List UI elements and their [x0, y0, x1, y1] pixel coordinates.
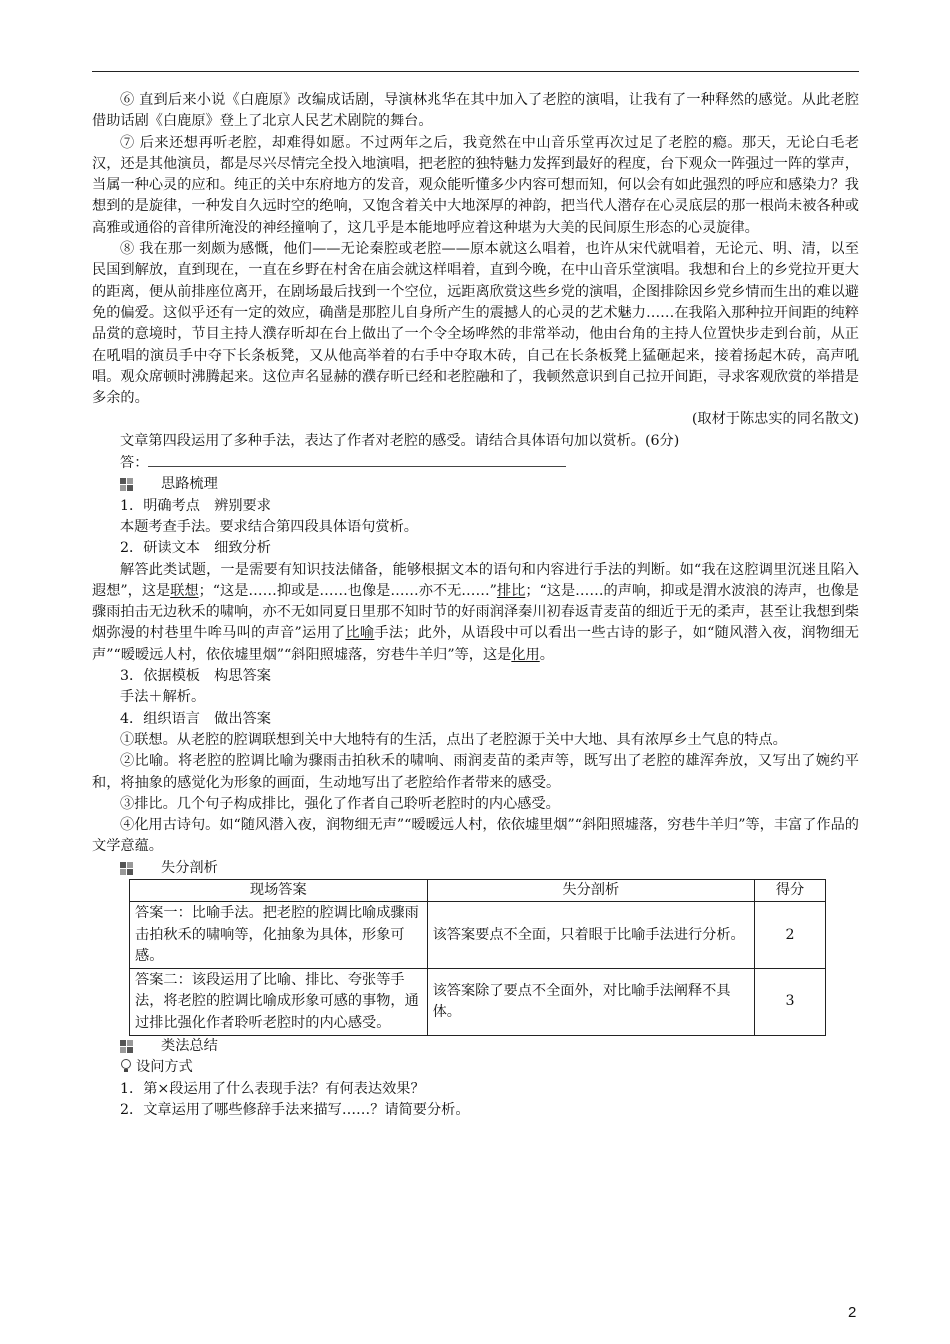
table-cell-analysis: 该答案除了要点不全面外，对比喻手法阐释不具体。	[427, 969, 755, 1036]
table-header: 现场答案	[130, 879, 428, 901]
answer-blank[interactable]	[148, 452, 566, 467]
table-header: 得分	[755, 879, 826, 901]
lightbulb-icon	[120, 1059, 132, 1073]
answer-point-1: ①联想。从老腔的腔调联想到关中大地特有的生活，点出了老腔源于关中大地、具有浓厚乡土气息的特点。	[120, 731, 787, 748]
tip-title	[92, 1057, 859, 1078]
step-2-text-part: ；“这是……抑或是……也像是……亦不无……”	[198, 582, 497, 599]
step-3-title: 3．依据模板 构思答案	[120, 668, 271, 685]
table-header-row	[130, 879, 826, 901]
page-number: 2	[848, 1304, 857, 1321]
paragraph-8: ⑧ 我在那一刻颇为感慨，他们——无论秦腔或老腔——原本就这么唱着，也许从宋代就唱着，无论元、明、清，以至民国到解放，直到现在，一直在乡野在村舍在庙会就这样唱着，直到今晚，在中山音乐堂演唱。我想和台上的乡党拉开更大的距离，便从前排座位离开，在剧场最后找到一个空位，远距离欣赏这些乡党的演唱，企图排除因乡党乡情而生出的难以避免的偏爱。这似乎还有一定的效应，确凿是那腔儿自身所产生的震撼人的心灵的艺术魅力……在我陷入那种拉开间距的纯粹品赏的意境时，节目主持人濮存昕却在台上做出了一个令全场哗然的非常举动，他由台角的主持人位置快步走到台前，从正在吼唱的演员手中夺下长条板凳，又从他高举着的右手中夺取木砖，自己在长条板凳上猛砸起来，接着扬起木砖，高声吼唱。观众席顿时沸腾起来。这位声名显赫的濮存昕已经和老腔融和了，我顿然意识到自己拉开间距，寻求客观欣赏的举措是多余的。	[92, 241, 859, 407]
source-note: (取材于陈忠实的同名散文)	[691, 411, 859, 428]
underlined-term: 联想	[170, 582, 199, 599]
table-cell-analysis: 该答案要点不全面，只着眼于比喻手法进行分析。	[427, 902, 755, 969]
step-2-title: 2．研读文本 细致分析	[120, 540, 271, 557]
step-1-title: 1．明确考点 辨别要求	[120, 497, 271, 514]
tip-title-text: 设问方式	[136, 1059, 193, 1076]
section-header-loss-analysis	[120, 858, 859, 879]
step-2-text-part: ；“这是……的声响，抑或是渭水波浪的涛声，也像是骤雨拍击无边秋禾的啸响，亦不无如同夏日里那不知时节的好雨润泽秦川初春返青麦苗的细近于无的柔声，甚至让我想到柴烟弥漫的村巷里牛哞马叫的声音”运用了	[92, 582, 859, 642]
section-header-summary	[120, 1036, 859, 1057]
paragraph-7: ⑦ 后来还想再听老腔，却难得如愿。不过两年之后，我竟然在中山音乐堂再次过足了老腔的瘾。那天，无论白毛老汉，还是其他演员，都是尽兴尽情完全投入地演唱，把老腔的独特魅力发挥到最好的程度，台下观众一阵强过一阵的掌声，当属一种心灵的应和。纯正的关中东府地方的发音，观众能听懂多少内容可想而知，何以会有如此强烈的呼应和感染力？我想到的是旋律，一种发自久远时空的绝响，又饱含着关中大地深厚的神韵，把当代人潜存在心灵底层的那一根尚未被各种或高雅或通俗的音律所淹没的神经撞响了，这几乎是本能地呼应着这种堪为大美的民间原生形态的心灵旋律。	[92, 134, 859, 236]
grid-square-icon	[120, 478, 133, 491]
step-1-text: 本题考查手法。要求结合第四段具体语句赏析。	[120, 518, 418, 535]
underlined-term: 化用	[511, 646, 540, 663]
table-cell-score: 3	[755, 969, 826, 1036]
table-cell-score: 2	[755, 902, 826, 969]
answer-point-2: ②比喻。将老腔的腔调比喻为骤雨击拍秋禾的啸响、雨润麦苗的柔声等，既写出了老腔的雄浑奔放，又写出了婉约平和，将抽象的感觉化为形象的画面，生动地写出了老腔给作者带来的感受。	[92, 753, 859, 791]
answer-point-4: ④化用古诗句。如“随风潜入夜，润物细无声”“暧暧远人村，依依墟里烟”“斜阳照墟落，穷巷牛羊归”等，丰富了作品的文学意蕴。	[92, 817, 859, 855]
page-content	[92, 90, 859, 1121]
answer-line	[92, 452, 859, 474]
table-header: 失分剖析	[427, 879, 755, 901]
grid-square-icon	[120, 1040, 133, 1053]
summary-question-1: 1．第×段运用了什么表现手法？有何表达效果？	[120, 1080, 425, 1097]
table-row	[130, 902, 826, 969]
question: 文章第四段运用了多种手法，表达了作者对老腔的感受。请结合具体语句加以赏析。(6分)	[120, 432, 680, 449]
paragraph-6: ⑥ 直到后来小说《白鹿原》改编成话剧，导演林兆华在其中加入了老腔的演唱，让我有了一种释然的感觉。从此老腔借助话剧《白鹿原》登上了北京人民艺术剧院的舞台。	[92, 92, 859, 130]
answer-label: 答：	[120, 455, 149, 472]
step-4-title: 4．组织语言 做出答案	[120, 710, 271, 727]
table-row	[130, 969, 826, 1036]
section-title: 失分剖析	[161, 859, 218, 876]
underlined-term: 排比	[496, 582, 526, 599]
step-2-text	[92, 560, 859, 666]
summary-question-2: 2．文章运用了哪些修辞手法来描写……？请简要分析。	[120, 1101, 470, 1118]
underlined-term: 比喻	[345, 625, 375, 642]
step-2-text-part: 解答此类试题，一是需要有知识技法储备，能够根据文本的语句和内容进行手法的判断。如“我在这腔调里沉迷且陷入遐想”，这是	[92, 561, 859, 599]
grid-square-icon	[120, 862, 133, 875]
table-cell-answer: 答案二：该段运用了比喻、排比、夸张等手法，将老腔的腔调比喻成形象可感的事物，通过排比强化作者聆听老腔时的内心感受。	[130, 969, 428, 1036]
answer-point-3: ③排比。几个句子构成排比，强化了作者自己聆听老腔时的内心感受。	[120, 795, 560, 812]
section-title: 思路梳理	[161, 476, 218, 493]
step-2-text-part: 。	[539, 646, 554, 663]
loss-analysis-table	[129, 879, 826, 1036]
section-header-thinking	[120, 474, 859, 495]
section-title: 类法总结	[161, 1038, 218, 1055]
table-cell-answer: 答案一：比喻手法。把老腔的腔调比喻成骤雨击拍秋禾的啸响等，化抽象为具体，形象可感。	[130, 902, 428, 969]
step-2-text-part: 手法；此外，从语段中可以看出一些古诗的影子，如“随风潜入夜，润物细无声”“暧暧远人村，依依墟里烟”“斜阳照墟落，穷巷牛羊归”等，这是	[92, 625, 859, 663]
step-3-text: 手法＋解析。	[120, 689, 206, 706]
header-rule	[92, 71, 859, 72]
